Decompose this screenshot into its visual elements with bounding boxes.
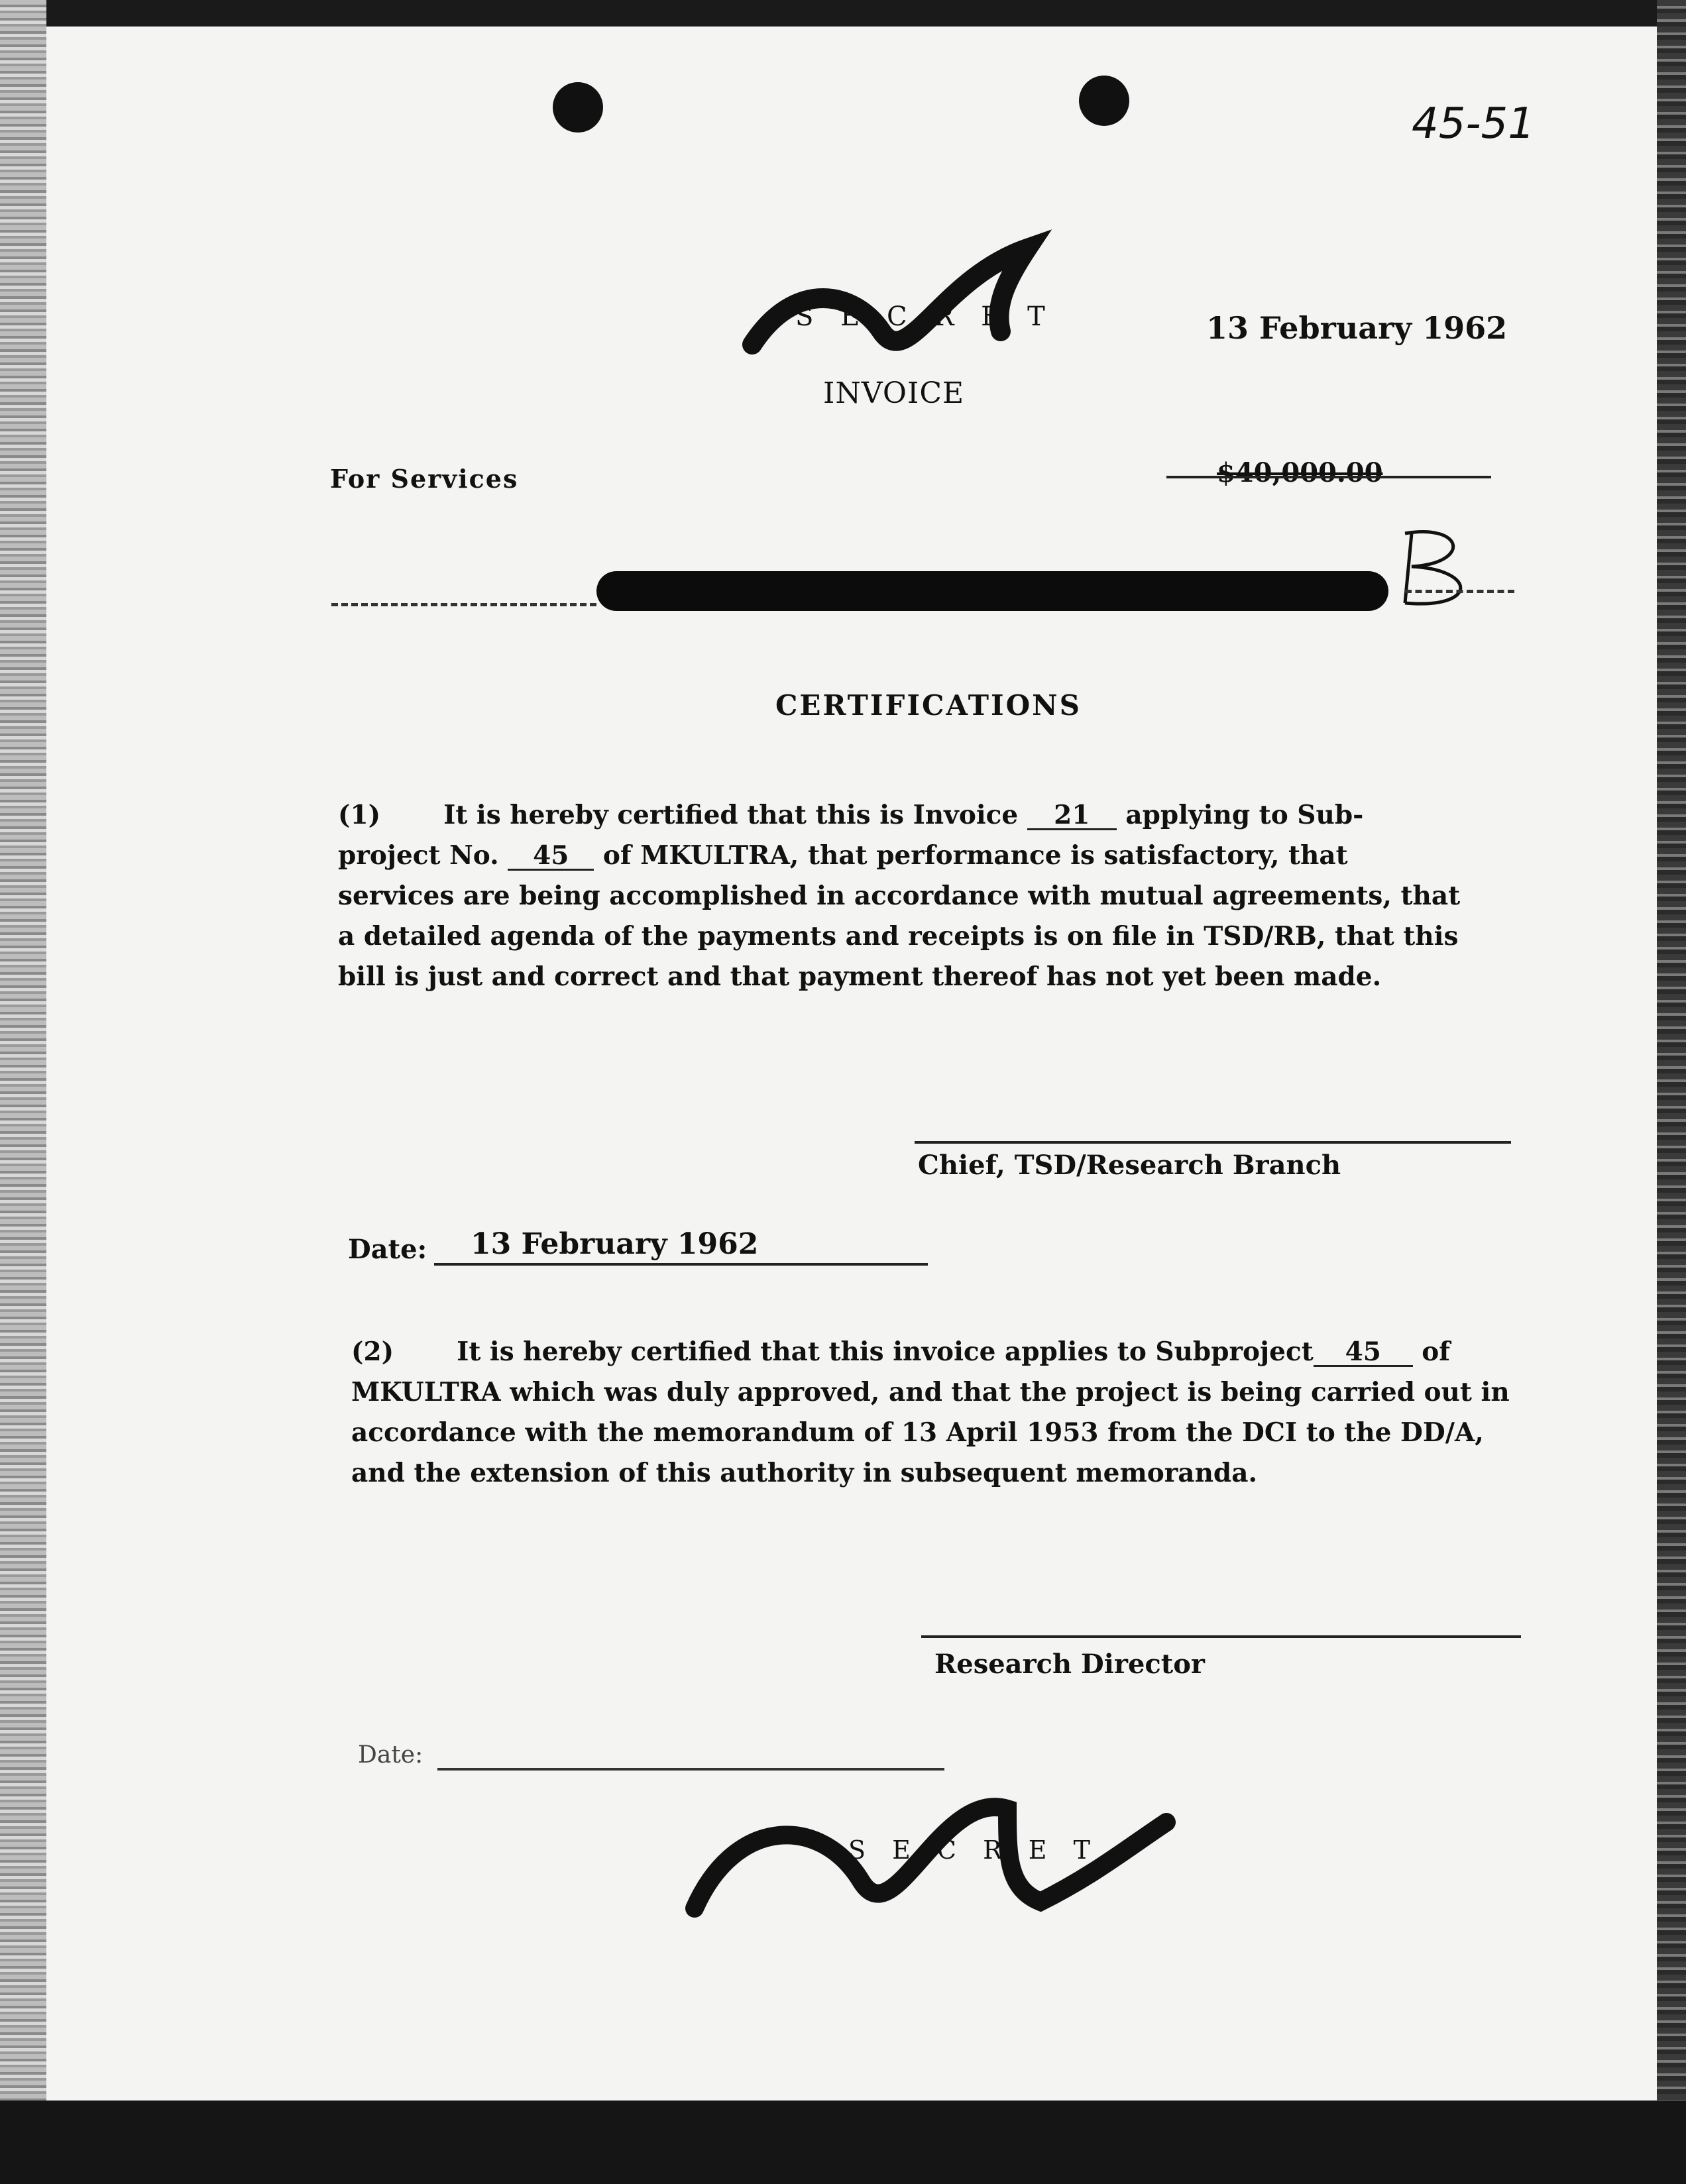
cert1-number: (1) bbox=[338, 800, 381, 830]
certification-1-text bbox=[338, 795, 1465, 997]
cert2-signer-title: Research Director bbox=[934, 1649, 1206, 1680]
cert1-subproject-label: Sub-project No. bbox=[338, 800, 1364, 871]
cert2-number: (2) bbox=[351, 1337, 394, 1367]
certification-2-text bbox=[351, 1332, 1511, 1494]
redaction-bar bbox=[596, 571, 1388, 611]
classification-top: S E C R E T bbox=[795, 301, 1054, 332]
cert1-signature-line bbox=[915, 1141, 1511, 1144]
cert1-date-label: Date: bbox=[348, 1234, 427, 1265]
handwritten-mark bbox=[0, 0, 1, 1]
scan-bottom-edge bbox=[0, 2101, 1686, 2184]
cert1-date-line bbox=[434, 1263, 928, 1266]
cert1-intro: It is hereby certified that this is Invoice bbox=[443, 800, 1019, 830]
dotted-leader-right bbox=[1405, 590, 1514, 593]
certifications-heading: CERTIFICATIONS bbox=[775, 689, 1082, 722]
services-amount: $40,000.00 bbox=[1217, 457, 1383, 488]
handwritten-reference: 45-51 bbox=[1412, 99, 1535, 148]
services-label: For Services bbox=[330, 464, 519, 494]
scan-right-edge bbox=[1657, 0, 1686, 2184]
punch-hole-left bbox=[553, 82, 603, 133]
cert1-body: of MKULTRA, that performance is satisfactory, that services are being accomplished in accordance with mutual agreements, that a detailed agenda of the payments and receipts is on file in TSD/RB, that this bill is just and correct and that payment thereof has not yet been made. bbox=[338, 840, 1461, 992]
cert2-signature-line bbox=[921, 1635, 1521, 1638]
amount-strike-line bbox=[1166, 476, 1491, 478]
cert2-body: of MKULTRA which was duly approved, and that the project is being carried out in accordance with the memorandum of 13 April 1953 from the DCI to the DD/A, and the extension of this authority in subsequent memoranda. bbox=[351, 1337, 1510, 1488]
cert1-applying: applying to bbox=[1125, 800, 1288, 830]
cert1-signer-title: Chief, TSD/Research Branch bbox=[918, 1150, 1341, 1181]
cert2-intro: It is hereby certified that this invoice applies to Subproject bbox=[457, 1337, 1314, 1367]
cert1-date-value: 13 February 1962 bbox=[471, 1227, 759, 1261]
cert2-subproject-number: 45 bbox=[1314, 1339, 1413, 1367]
document-title: INVOICE bbox=[823, 376, 965, 410]
classification-bottom: S E C R E T bbox=[848, 1835, 1099, 1865]
cert2-date-line bbox=[437, 1768, 944, 1771]
cert2-date-label: Date: bbox=[358, 1741, 423, 1769]
dotted-leader-left bbox=[331, 603, 596, 606]
header-date: 13 February 1962 bbox=[1206, 310, 1508, 346]
cert1-invoice-number: 21 bbox=[1027, 802, 1117, 830]
punch-hole-right bbox=[1079, 76, 1129, 126]
cert1-subproject-number: 45 bbox=[508, 843, 594, 871]
scan-left-edge bbox=[0, 0, 46, 2184]
